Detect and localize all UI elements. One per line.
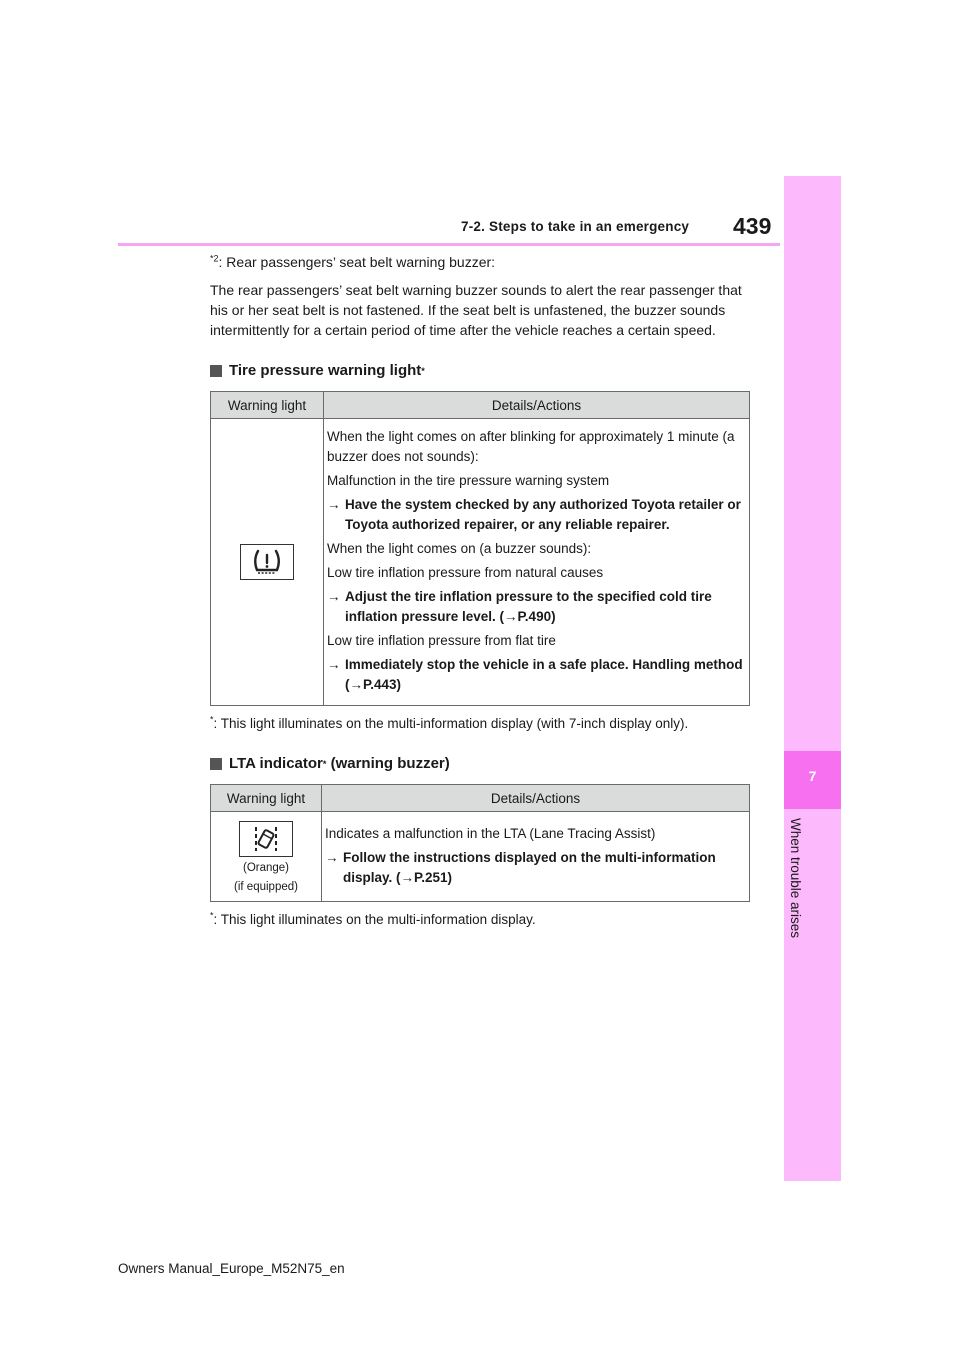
details-action <box>327 495 743 535</box>
tire-heading-text: Tire pressure warning light <box>229 362 422 379</box>
chapter-title: When trouble arises <box>788 818 803 939</box>
details-action <box>325 848 743 888</box>
action-text: Have the system checked by any authorized Toyota retailer or Toyota authorized repairer, or any reliable repairer. <box>345 497 741 532</box>
table-header-row <box>211 785 750 812</box>
action-text: Follow the instructions displayed on the multi-information display. (→P.251) <box>343 849 716 885</box>
table-header-details: Details/Actions <box>322 785 750 812</box>
chapter-side-tab <box>784 176 841 1181</box>
table-header-warning-light: Warning light <box>211 785 322 812</box>
tire-pressure-warning-icon <box>240 544 294 580</box>
header-rule <box>118 243 780 246</box>
details-text: Low tire inflation pressure from flat tire <box>327 633 556 648</box>
section-title: 7-2. Steps to take in an emergency <box>461 219 690 234</box>
lta-warning-table <box>210 784 750 902</box>
details-action <box>327 655 743 695</box>
warning-light-cell <box>211 812 322 902</box>
lta-section-heading: LTA indicator * (warning buzzer) <box>210 754 750 773</box>
square-bullet-icon <box>210 365 222 377</box>
footnote2-marker: *2 <box>210 253 219 264</box>
warning-light-cell <box>211 419 324 706</box>
tire-warning-table <box>210 391 750 706</box>
details-text: When the light comes on (a buzzer sounds): <box>327 541 592 556</box>
details-text: Malfunction in the tire pressure warning system <box>327 473 610 488</box>
arrow-icon: → <box>327 589 341 604</box>
square-bullet-icon <box>210 758 222 770</box>
details-action <box>327 587 743 627</box>
lta-footnote <box>210 910 750 929</box>
icon-caption-color: (Orange) <box>242 862 290 874</box>
lta-footnote-text: : This light illuminates on the multi-information display. <box>213 912 536 927</box>
action-text: Adjust the tire inflation pressure to the specified cold tire inflation pressure level. (→P.490) <box>345 589 712 624</box>
arrow-icon: → <box>327 657 341 672</box>
chapter-number: 7 <box>808 768 817 784</box>
details-cell <box>322 812 750 902</box>
table-header-row <box>211 392 750 419</box>
footnote2-body: The rear passengers’ seat belt warning buzzer sounds to alert the rear passenger that his or her seat belt is not fastened. If the seat belt is unfastened, the buzzer sounds intermittently for a certain period of time after the vehicle reaches a certain speed. <box>210 282 742 338</box>
table-row <box>211 419 750 706</box>
footer-text: Owners Manual_Europe_M52N75_en <box>118 1261 345 1276</box>
details-text: Indicates a malfunction in the LTA (Lane Tracing Assist) <box>325 825 656 841</box>
details-text: When the light comes on after blinking for approximately 1 minute (a buzzer does not sounds): <box>327 429 735 464</box>
footnote2-title-text: : Rear passengers’ seat belt warning buzzer: <box>218 254 496 270</box>
lta-footnote-marker: * <box>210 910 214 921</box>
table-header-details: Details/Actions <box>324 392 750 419</box>
table-header-warning-light: Warning light <box>211 392 324 419</box>
lta-heading-suffix: (warning buzzer) <box>326 755 450 772</box>
details-text: Low tire inflation pressure from natural causes <box>327 565 604 580</box>
tire-section-heading: Tire pressure warning light * <box>210 361 750 380</box>
details-cell <box>324 419 750 706</box>
tire-footnote <box>210 714 750 733</box>
lta-lane-tracing-icon <box>239 821 293 857</box>
arrow-icon: → <box>327 497 341 512</box>
action-text: Immediately stop the vehicle in a safe place. Handling method (→P.443) <box>345 657 743 692</box>
arrow-icon: → <box>325 849 339 865</box>
footnote2-title <box>210 253 750 272</box>
lta-heading-text: LTA indicator <box>229 755 323 772</box>
page-content <box>210 253 750 929</box>
tire-footnote-text: : This light illuminates on the multi-information display (with 7-inch display only). <box>213 716 689 731</box>
table-row <box>211 812 750 902</box>
icon-caption-equipped: (if equipped) <box>234 881 298 893</box>
tire-footnote-marker: * <box>210 714 214 725</box>
page-number: 439 <box>733 213 772 239</box>
